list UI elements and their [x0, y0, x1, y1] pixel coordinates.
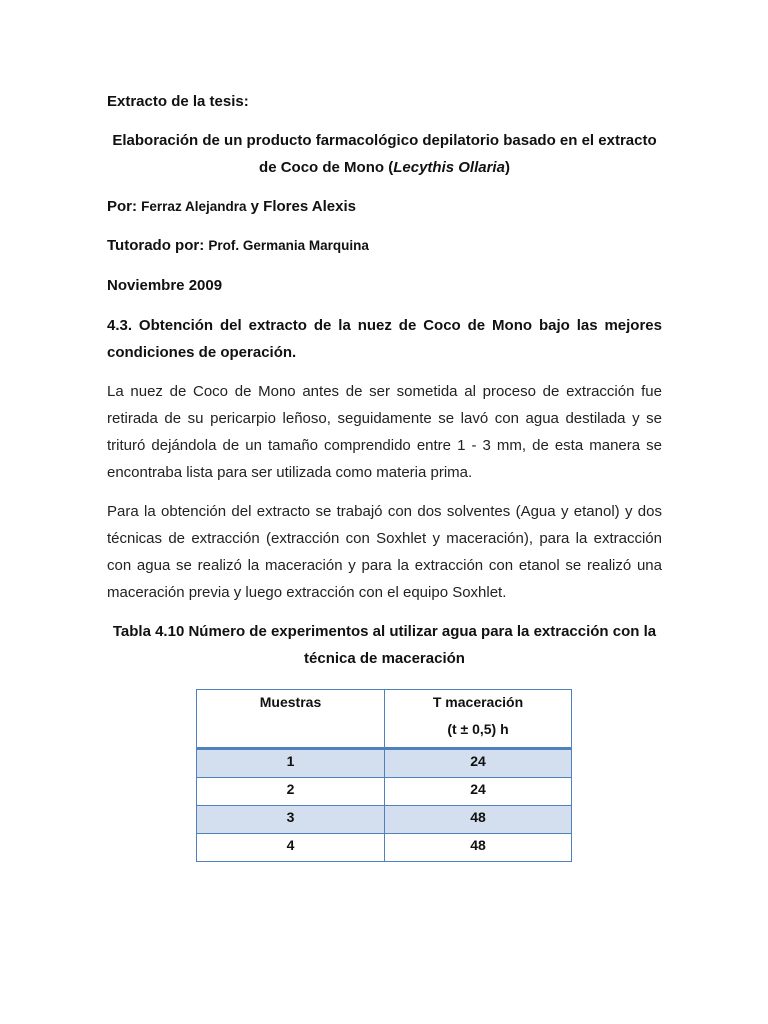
cell-muestra: 1	[197, 749, 385, 778]
section-heading-line-1: 4.3. Obtención del extracto de la nuez de Coco de Mono bajo las mejores	[107, 317, 662, 334]
author-1: Ferraz Alejandra	[141, 199, 247, 214]
tutor-label: Tutorado por:	[107, 237, 205, 254]
paragraph-1-line: retirada de su pericarpio leñoso, seguidamente se lavó con agua destilada y se	[107, 410, 662, 427]
paragraph-2-line: maceración previa y luego extracción con el equipo Soxhlet.	[107, 584, 507, 601]
paragraph-1-line: trituró dejándola de un tamaño comprendido entre 1 - 3 mm, de esta manera se	[107, 437, 662, 454]
table-caption-line-2	[107, 645, 662, 672]
section-heading	[107, 312, 662, 366]
header-t-maceracion	[385, 690, 572, 749]
header-muestras-text: Muestras	[259, 694, 322, 710]
cell-t-maceracion: 24	[385, 749, 572, 778]
cell-t-maceracion: 48	[385, 806, 572, 834]
tutor-line	[107, 232, 662, 259]
maceration-table	[196, 689, 572, 862]
table-caption-text-2: técnica de maceración	[304, 650, 465, 667]
table-row	[197, 749, 572, 778]
species-name: Lecythis Ollaria	[393, 159, 505, 176]
table-caption-line-1	[107, 618, 662, 645]
authors-line	[107, 193, 662, 220]
paragraph-2	[107, 498, 662, 606]
author-2: Flores Alexis	[263, 198, 356, 215]
thesis-title-line-1	[107, 127, 662, 154]
table-caption-text-1: Tabla 4.10 Número de experimentos al utilizar agua para la extracción con la	[112, 623, 657, 640]
section-heading-line-2: condiciones de operación.	[107, 344, 297, 361]
paragraph-2-line: técnicas de extracción (extracción con Soxhlet y maceración), para la extracción	[107, 530, 662, 547]
thesis-title-text-1: Elaboración de un producto farmacológico depilatorio basado en el extracto	[112, 132, 657, 149]
table-row	[197, 778, 572, 806]
table-row	[197, 806, 572, 834]
excerpt-label	[107, 88, 662, 115]
cell-t-maceracion: 24	[385, 778, 572, 806]
table-header-row	[197, 690, 572, 749]
thesis-title-suffix: )	[504, 159, 510, 176]
excerpt-label-text: Extracto de la tesis:	[107, 93, 249, 110]
tutor-name: Prof. Germania Marquina	[208, 238, 369, 253]
date-text: Noviembre 2009	[107, 277, 223, 294]
cell-muestra: 2	[197, 778, 385, 806]
authors-label: Por:	[107, 198, 137, 215]
cell-muestra: 3	[197, 806, 385, 834]
paragraph-2-line: Para la obtención del extracto se trabajó con dos solventes (Agua y etanol) y dos	[107, 503, 662, 520]
cell-muestra: 4	[197, 834, 385, 862]
header-muestras	[197, 690, 385, 749]
table-row	[197, 834, 572, 862]
thesis-title-line-2	[107, 154, 662, 181]
header-t-unit-text: (t ± 0,5) h	[447, 721, 509, 737]
paragraph-1-line: encontraba lista para ser utilizada como materia prima.	[107, 464, 473, 481]
thesis-title-prefix: de Coco de Mono (	[259, 159, 394, 176]
cell-t-maceracion: 48	[385, 834, 572, 862]
paragraph-1	[107, 378, 662, 486]
header-t-maceracion-text: T maceración	[432, 694, 524, 710]
authors-connector: y	[250, 198, 259, 215]
paragraph-2-line: con agua se realizó la maceración y para la extracción con etanol se realizó una	[107, 557, 662, 574]
date-line	[107, 272, 662, 299]
paragraph-1-line: La nuez de Coco de Mono antes de ser sometida al proceso de extracción fue	[107, 383, 662, 400]
